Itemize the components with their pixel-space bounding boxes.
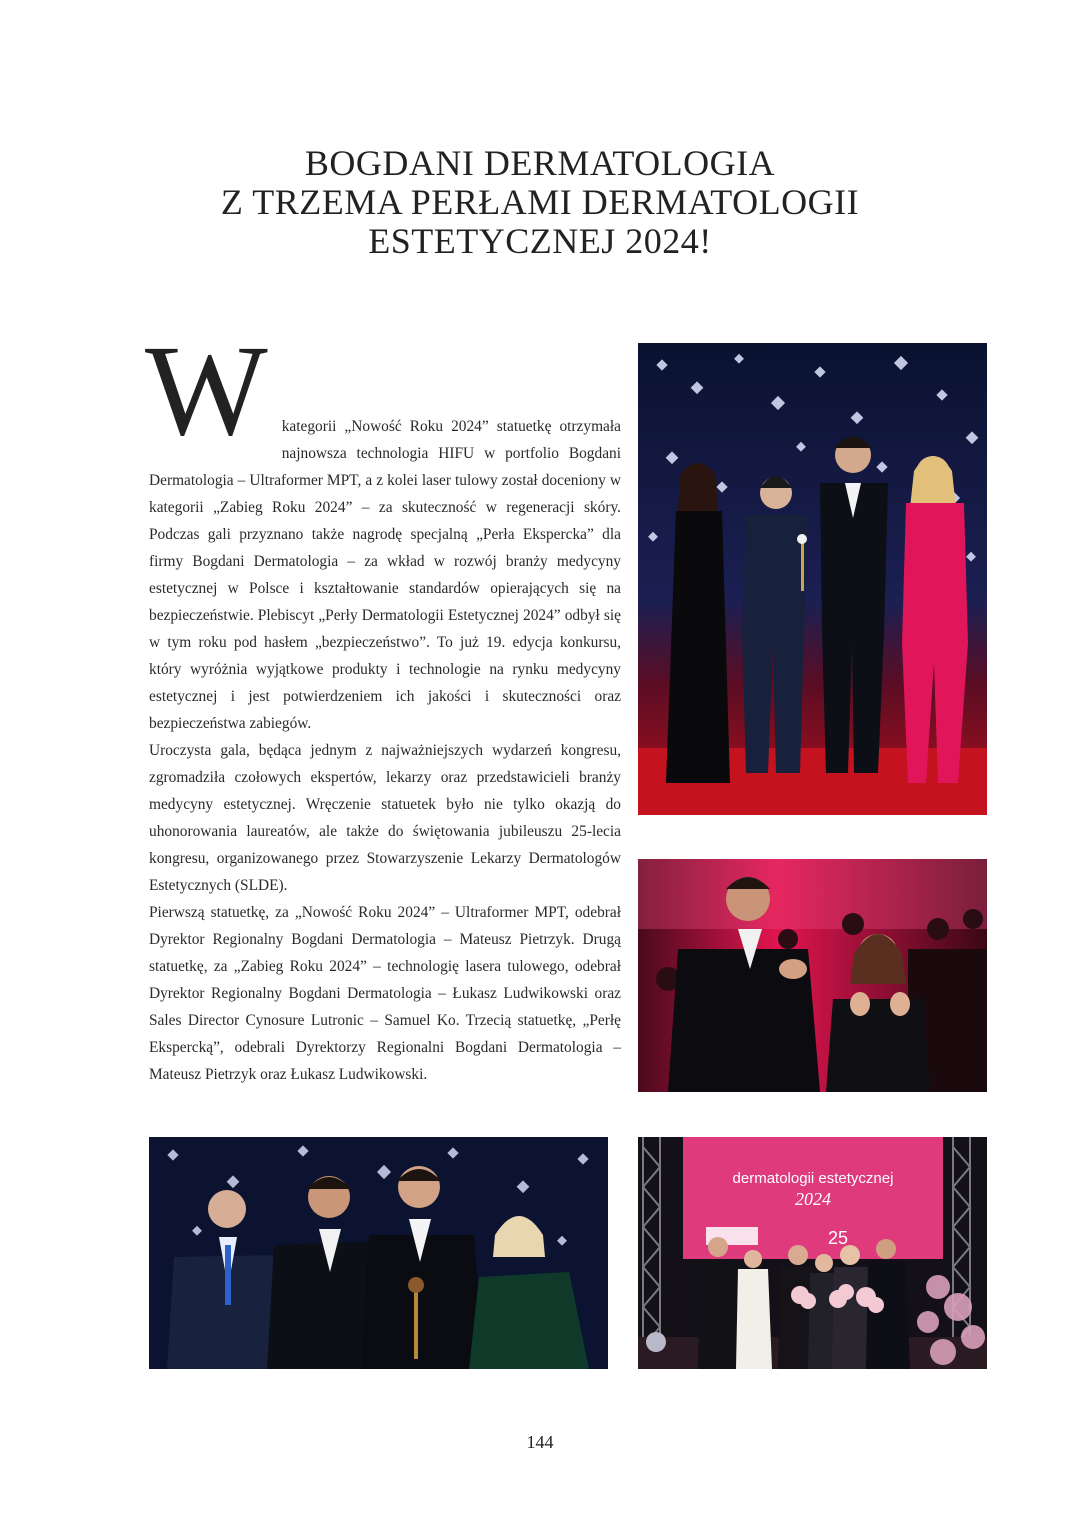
title-line-1: BOGDANI DERMATOLOGIA: [304, 143, 776, 183]
stage-photo-illustration: [638, 343, 987, 815]
screen-badge-text: 25: [827, 1228, 849, 1248]
photo-award-stage: [638, 343, 987, 815]
photo-gala-screen: [638, 1137, 987, 1369]
photo-applause: [638, 859, 987, 1092]
article-title: [120, 144, 960, 261]
group-photo-illustration: [149, 1137, 608, 1369]
article-paragraph-3: Pierwszą statuetkę, za „Nowość Roku 2024” – Ultraformer MPT, odebrał Dyrektor Regionalny Bogdani Dermatologia – Mateusz Pietrzyk. Drugą statuetkę, za „Zabieg Roku 2024” – technologię lasera tulowego, odebrał Dyrektor Regionalny Bogdani Dermatologia – Łukasz Ludwikowski oraz Sales Director Cynosure Lutronic – Samuel Ko. Trzecią statuetkę, „Perłę Ekspercką”, odebrali Dyrektorzy Regionalni Bogdani Dermatologia – Mateusz Pietrzyk oraz Łukasz Ludwikowski.: [149, 904, 621, 1083]
photo-group-statuette: [149, 1137, 608, 1369]
screen-title-text: dermatologii estetycznej: [732, 1170, 894, 1187]
applause-photo-illustration: [638, 859, 987, 1092]
article-paragraph-2: Uroczysta gala, będąca jednym z najważniejszych wydarzeń kongresu, zgromadziła czołowych ekspertów, lekarzy oraz przedstawicieli branży medycyny estetycznej. Wręczenie statuetek było nie tylko okazją do uhonorowania laureatów, ale także do świętowania jubileuszu 25-lecia kongresu, organizowanego przez Stowarzyszenie Lekarzy Dermatologów Estetycznych (SLDE).: [149, 742, 621, 894]
article-body: [145, 319, 621, 1088]
page-number: 144: [526, 1432, 554, 1452]
screen-year-text: 2024: [795, 1189, 831, 1209]
title-line-3: ESTETYCZNEJ 2024!: [368, 221, 712, 261]
gala-screen-illustration: [638, 1137, 987, 1369]
drop-cap: W: [145, 319, 268, 463]
article-lead-paragraph: kategorii „Nowość Roku 2024” statuetkę otrzymała najnowsza technologia HIFU w portfolio Bogdani Dermatologia – Ultraformer MPT, a z kolei laser tulowy został doceniony w kategorii „Zabieg Roku 2024” – za skuteczność w regeneracji skóry. Podczas gali przyznano także nagrodę specjalną „Perła Ekspercka” dla firmy Bogdani Dermatologia – za wkład w rozwój branży medycyny estetycznej w Polsce i kształtowanie standardów opierających się na bezpieczeństwie. Plebiscyt „Perły Dermatologii Estetycznej 2024” odbył się w tym roku pod hasłem „bezpieczeństwo”. To już 19. edycja konkursu, który wyróżnia wyjątkowe produkty i technologie na rynku medycyny estetycznej i jest potwierdzeniem ich jakości i skuteczności oraz bezpieczeństwa zabiegów.: [149, 418, 621, 732]
title-line-2: Z TRZEMA PERŁAMI DERMATOLOGII: [220, 182, 860, 222]
